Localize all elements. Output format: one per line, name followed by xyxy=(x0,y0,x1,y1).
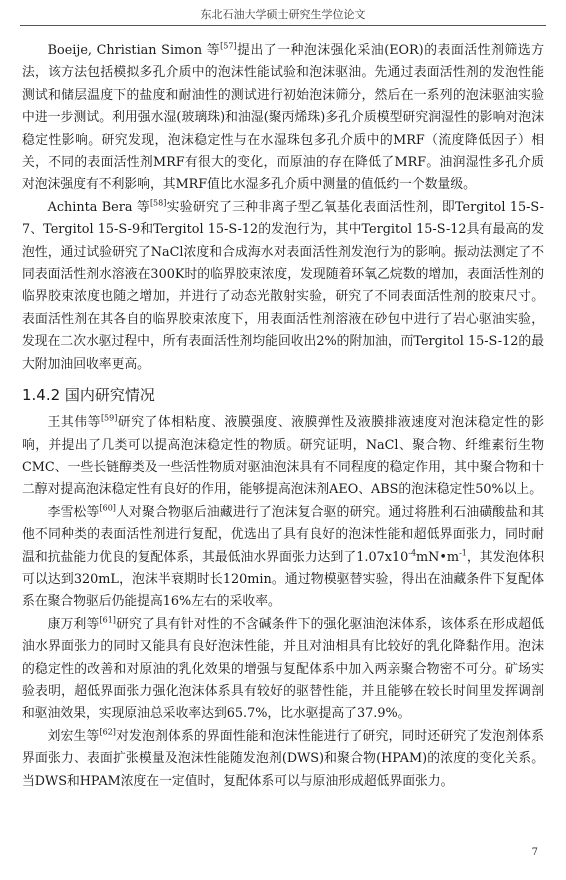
paragraph-text: 研究了体相粘度、液膜强度、液膜弹性及液膜排液速度对泡沫稳定性的影响，并提出了几类可以提高泡沫稳定性的物质。研究证明，NaCl、聚合物、纤维素衍生物CMC、一些长链醇类及一些活性物质对驱油泡沫具有不同程度的稳定作用，其中聚合物和十二醇对提高泡沫稳定性有良好的作用，能够提高泡沫剂AEO、ABS的泡沫稳定性50%以上。 xyxy=(22,415,545,498)
paragraph-text: 对发泡剂体系的界面性能和泡沫性能进行了研究，同时还研究了发泡剂体系界面张力、表面扩张模量及泡沫性能随发泡剂(DWS)和聚合物(HPAM)的浓度的变化关系。当DWS和HPAM浓度在一定值时，复配体系可以与原油形成超低界面张力。 xyxy=(22,728,545,789)
paragraph-text: 实验研究了三种非离子型乙氧基化表面活性剂，即Tergitol 15-S-7、Tergitol 15-S-9和Tergitol 15-S-12的发泡行为，其中Tergitol 15-S-12具有最高的发泡性，通过试验研究了NaCl浓度和合成海水对表面活性剂发泡行为的影响。振动法测定了不同表面活性剂水溶液在300K时的临界胶束浓度，发现随着环氧乙烷数的增加，表面活性剂的临界胶束浓度也随之增加，并进行了动态光散射实验，研究了不同表面活性剂的胶束尺寸。表面活性剂在其各自的临界胶束浓度下，用表面活性剂溶液在砂包中进行了岩心驱油实验，发现在二次水驱过程中，所有表面活性剂均能回收出2%的附加油，而Tergitol 15-S-12的最大附加油回收率更高。 xyxy=(22,199,544,372)
unit-text: mN•m xyxy=(416,549,460,565)
citation: [62] xyxy=(99,727,116,737)
paragraph-kang xyxy=(22,614,544,726)
citation: [60] xyxy=(99,503,116,513)
author: 王其伟等 xyxy=(47,415,101,431)
citation: [57] xyxy=(220,41,237,51)
paragraph-text: 研究了具有针对性的不含碱条件下的强化驱油泡沫体系，该体系在形成超低油水界面张力的同时又能具有良好泡沫性能，并且对油相具有比较好的乳化降黏作用。泡沫的稳定性的改善和对原油的乳化效果的增强与复配体系中加入两亲聚合物密不可分。矿场实验表明，超低界面张力强化泡沫体系具有较好的驱替性能，并且能够在较长时间里发挥调剖和驱油效果，实现原油总采收率达到65.7%，比水驱提高了37.9%。 xyxy=(22,616,545,722)
citation: [61] xyxy=(99,615,116,625)
paragraph-liu xyxy=(22,726,544,793)
main-content xyxy=(22,40,544,793)
paragraph-text: 人对聚合物驱后油藏进行了泡沫复合驱的研究。通过将胜利石油磺酸盐和其他不同种类的表面活性剂进行复配，优选出了具有良好的泡沫性能和超低界面张力，同时耐温和抗盐能力优良的复配体系，其最低油水界面张力达到了1.07x10 xyxy=(22,504,545,565)
paragraph-text: ，其发泡体积可以达到320mL，泡沫半衰期时长120min。通过物模驱替实验，得出在油藏条件下复配体系在聚合物驱后仍能提高16%左右的采收率。 xyxy=(22,549,544,610)
paragraph-li xyxy=(22,502,544,614)
header-rule xyxy=(20,25,546,26)
author: 李雪松等 xyxy=(47,504,100,520)
citation: [59] xyxy=(100,413,118,423)
author: 刘宏生等 xyxy=(47,728,100,744)
author: 康万利等 xyxy=(47,616,100,632)
exponent: -4 xyxy=(408,548,417,558)
paragraph-text: 提出了一种泡沫强化采油(EOR)的表面活性剂筛选方法，该方法包括模拟多孔介质中的泡沫性能试验和泡沫驱油。先通过表面活性剂的发泡性能测试和储层温度下的盐度和耐油性的测试进行初始泡沫筛分，然后在一系列的泡沫驱油实验中进一步测试。利用强水湿(玻璃珠)和油湿(聚丙烯珠)多孔介质模型研究润湿性的影响对泡沫稳定性影响。研究发现，泡沫稳定性与在水湿珠包多孔介质中的MRF（流度降低因子）相关，不同的表面活性剂MRF有很大的变化，而原油的存在降低了MRF。油润湿性多孔介质对泡沫强度有不利影响，其MRF值比水湿多孔介质中测量的值低约一个数量级。 xyxy=(22,43,545,193)
paragraph-boeije xyxy=(22,40,544,197)
page-number: 7 xyxy=(531,847,538,858)
citation: [58] xyxy=(149,198,167,208)
exponent: -1 xyxy=(459,548,467,558)
author: Boeije, Christian Simon 等 xyxy=(47,43,221,58)
section-heading: 1.4.2 国内研究情况 xyxy=(22,386,155,405)
page-header: 东北石油大学硕士研究生学位论文 xyxy=(200,8,366,21)
author: Achinta Bera 等 xyxy=(47,199,150,215)
paragraph-wang xyxy=(22,412,544,502)
paragraph-bera xyxy=(22,197,544,376)
